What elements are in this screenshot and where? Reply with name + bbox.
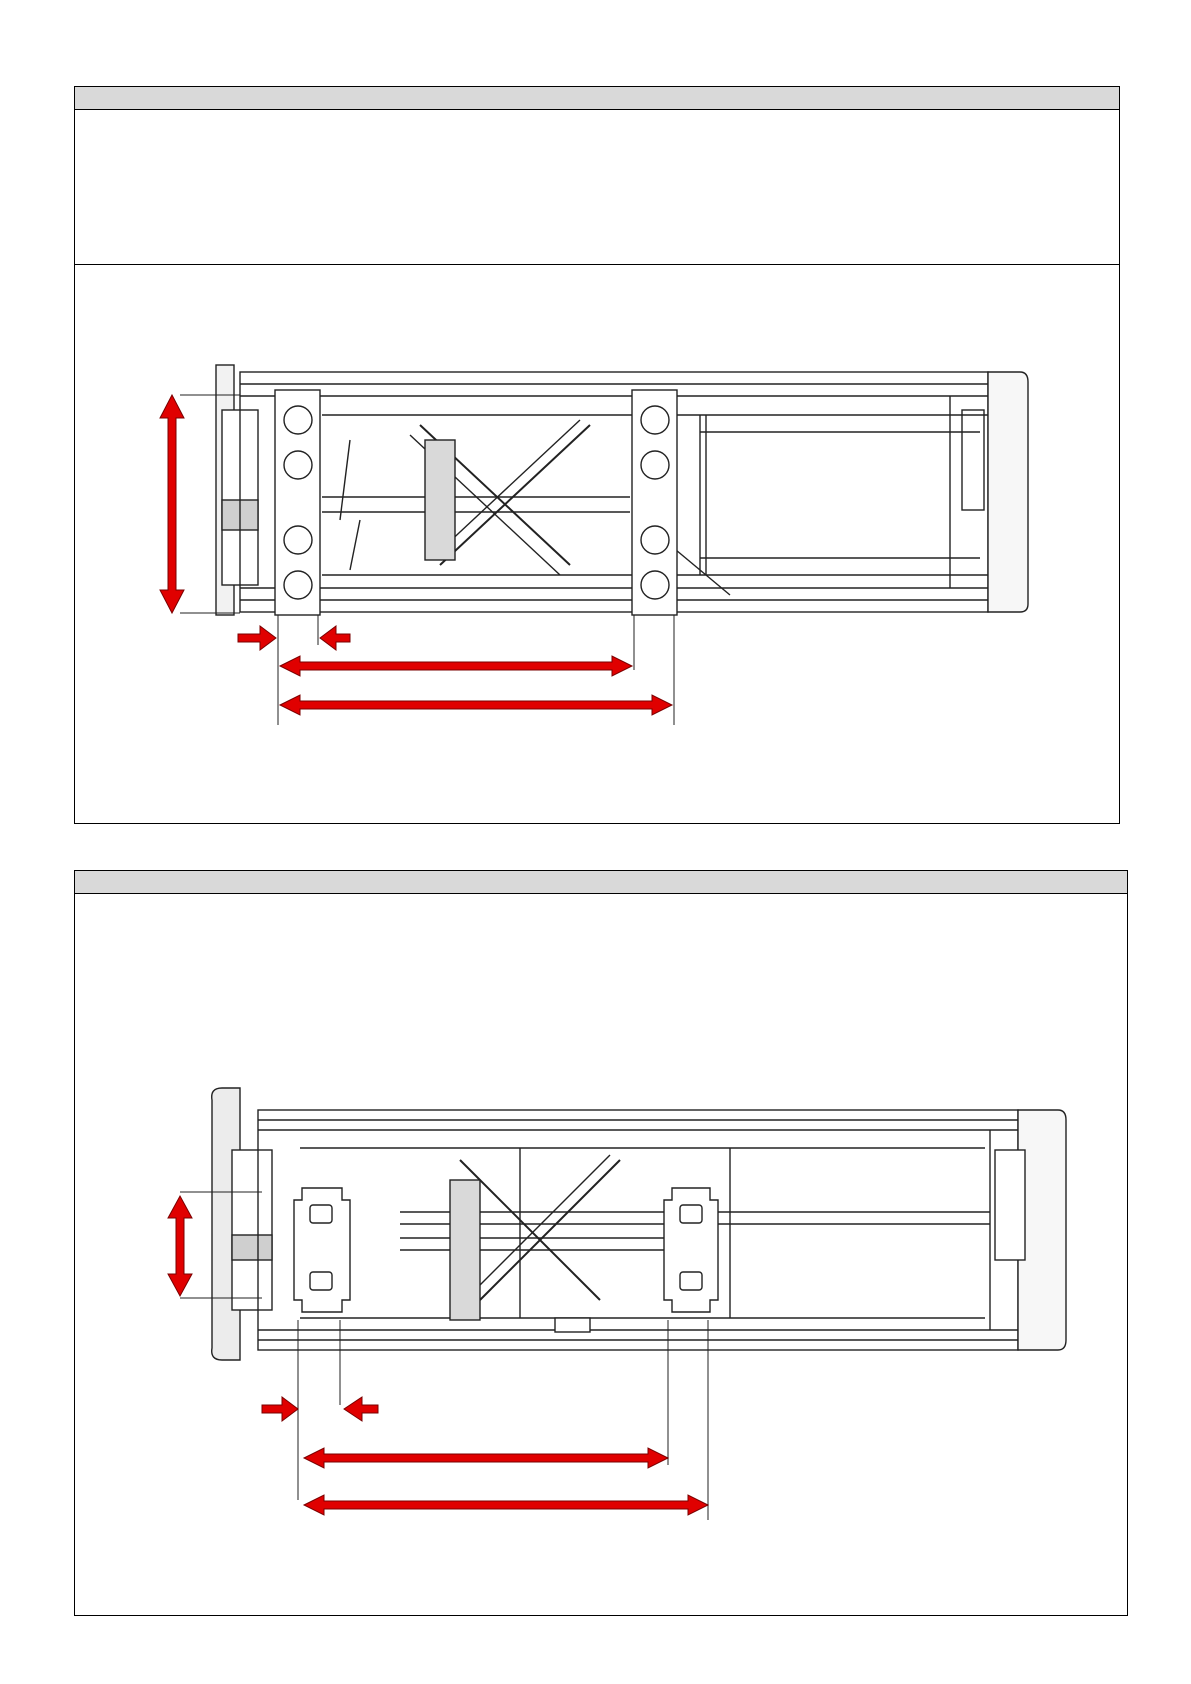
left-mounting-plate — [275, 390, 320, 615]
left-mounting-bracket-2 — [294, 1188, 350, 1312]
spacing-double-arrow-2a — [304, 1448, 668, 1468]
bed-frame-drawing-1 — [180, 365, 1028, 725]
spacing-double-arrow-1a — [280, 656, 632, 676]
pointer-arrow-left-1 — [320, 626, 350, 650]
pointer-arrow-right-1 — [238, 626, 276, 650]
pointer-arrow-left-2 — [344, 1397, 378, 1421]
spacing-double-arrow-2b — [304, 1495, 708, 1515]
foot-end-mechanism-2 — [995, 1150, 1025, 1260]
foot-end-mechanism — [962, 410, 984, 510]
head-end-mechanism-2 — [232, 1150, 272, 1310]
outer-frame — [240, 372, 988, 612]
outer-frame-2 — [258, 1110, 1018, 1350]
right-mounting-plate — [632, 390, 677, 615]
actuator — [425, 440, 455, 560]
spacing-double-arrow-1b — [280, 695, 672, 715]
width-double-arrow-2 — [168, 1196, 192, 1296]
pointer-arrow-right-2 — [262, 1397, 298, 1421]
foot-end-board — [988, 372, 1028, 612]
actuator-2 — [450, 1180, 480, 1320]
width-double-arrow-1 — [160, 395, 184, 613]
right-mounting-bracket-2 — [664, 1188, 718, 1312]
